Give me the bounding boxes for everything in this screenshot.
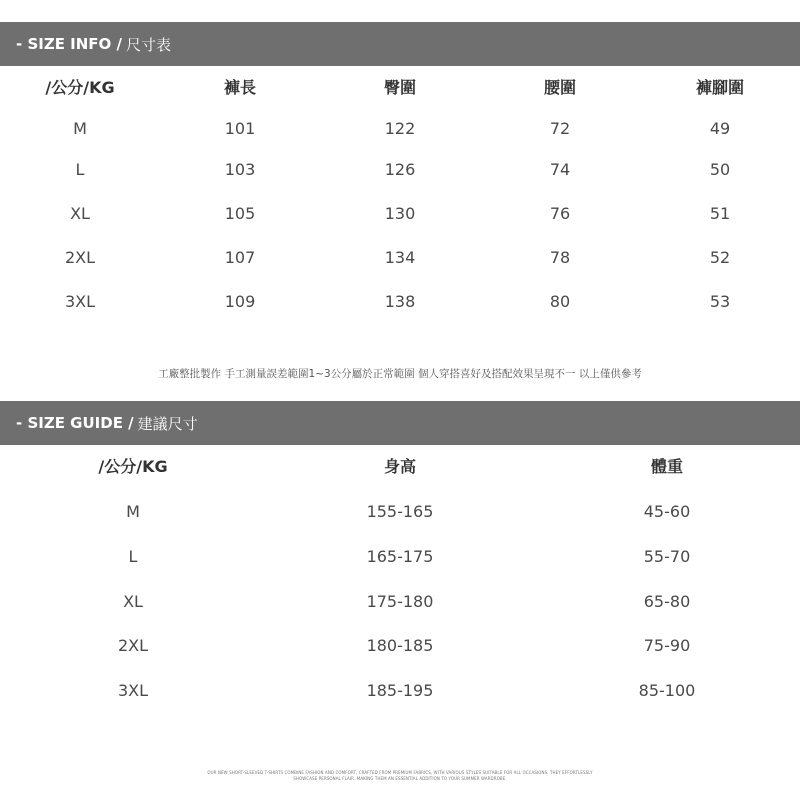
size-info-title-zh: 尺寸表 xyxy=(126,35,172,54)
header-cell: 褲腳圍 xyxy=(695,78,744,97)
table-cell: M xyxy=(126,502,140,521)
header-cell: 臀圍 xyxy=(383,78,416,97)
table-cell: 72 xyxy=(549,119,571,138)
table-row xyxy=(0,634,800,658)
table-cell: 75-90 xyxy=(643,636,691,655)
header-cell: 體重 xyxy=(650,457,683,476)
table-cell: 105 xyxy=(224,204,256,223)
table-cell: 180-185 xyxy=(366,636,434,655)
table-cell: 101 xyxy=(224,119,256,138)
table-cell: 52 xyxy=(709,248,731,267)
table-cell: 109 xyxy=(224,292,256,311)
table-row xyxy=(0,290,800,314)
table-cell: 130 xyxy=(384,204,416,223)
table-cell: M xyxy=(73,119,87,138)
table-cell: 49 xyxy=(709,119,731,138)
table-cell: 175-180 xyxy=(366,592,434,611)
table-cell: 155-165 xyxy=(366,502,434,521)
table-cell: 50 xyxy=(709,160,731,179)
table-cell: 53 xyxy=(709,292,731,311)
table-row xyxy=(0,545,800,569)
size-guide-header xyxy=(0,401,800,445)
size-info-title: - SIZE INFO / xyxy=(16,35,123,53)
table-cell: 74 xyxy=(549,160,571,179)
table-cell: 65-80 xyxy=(643,592,691,611)
table-cell: L xyxy=(75,160,85,179)
table-cell: 126 xyxy=(384,160,416,179)
table-cell: 3XL xyxy=(64,292,96,311)
table-cell: 85-100 xyxy=(638,681,696,700)
table-cell: 2XL xyxy=(64,248,96,267)
table-cell: 78 xyxy=(549,248,571,267)
table-cell: 51 xyxy=(709,204,731,223)
table-cell: 76 xyxy=(549,204,571,223)
table-cell: 2XL xyxy=(117,636,149,655)
header-cell: 褲長 xyxy=(223,78,256,97)
table-cell: 45-60 xyxy=(643,502,691,521)
table-row xyxy=(0,158,800,182)
table-header-row xyxy=(0,455,800,479)
table-row xyxy=(0,246,800,270)
table-row xyxy=(0,500,800,524)
table-cell: 138 xyxy=(384,292,416,311)
size-guide-title-zh: 建議尺寸 xyxy=(137,414,198,433)
table-cell: XL xyxy=(123,592,143,611)
footer-description: OUR NEW SHORT-SLEEVED T-SHIRTS COMBINE FASHION AND COMFORT, CRAFTED FROM PREMIUM FABRICS, WITH VARIOUS STYLES SUITABLE FOR ALL OCCASIONS. THEY EFFORTLESSLY SHOWCASE PERSONAL FLAIR, MAKING THEM AN ESSENTIAL ADDITION TO YOUR SUMMER WARDROBE. xyxy=(207,770,593,781)
table-row xyxy=(0,679,800,703)
table-row xyxy=(0,202,800,226)
size-guide-title: - SIZE GUIDE / xyxy=(16,414,134,432)
table-header-row xyxy=(0,76,800,100)
table-row xyxy=(0,117,800,141)
table-row xyxy=(0,590,800,614)
table-cell: 55-70 xyxy=(643,547,691,566)
table-cell: 103 xyxy=(224,160,256,179)
table-cell: L xyxy=(128,547,138,566)
size-info-header xyxy=(0,22,800,66)
table-cell: 3XL xyxy=(117,681,149,700)
header-cell: 身高 xyxy=(383,457,416,476)
table-cell: 80 xyxy=(549,292,571,311)
table-cell: 107 xyxy=(224,248,256,267)
table-cell: 134 xyxy=(384,248,416,267)
table-cell: 165-175 xyxy=(366,547,434,566)
header-cell: /公分/KG xyxy=(45,78,115,97)
table-cell: 122 xyxy=(384,119,416,138)
header-cell: 腰圍 xyxy=(543,78,576,97)
table-cell: 185-195 xyxy=(366,681,434,700)
header-cell: /公分/KG xyxy=(98,457,168,476)
table-cell: XL xyxy=(70,204,90,223)
measurement-note: 工廠整批製作 手工測量誤差範圍1~3公分屬於正常範圍 個人穿搭喜好及搭配效果呈現不一 以上僅供參考 xyxy=(158,368,642,380)
